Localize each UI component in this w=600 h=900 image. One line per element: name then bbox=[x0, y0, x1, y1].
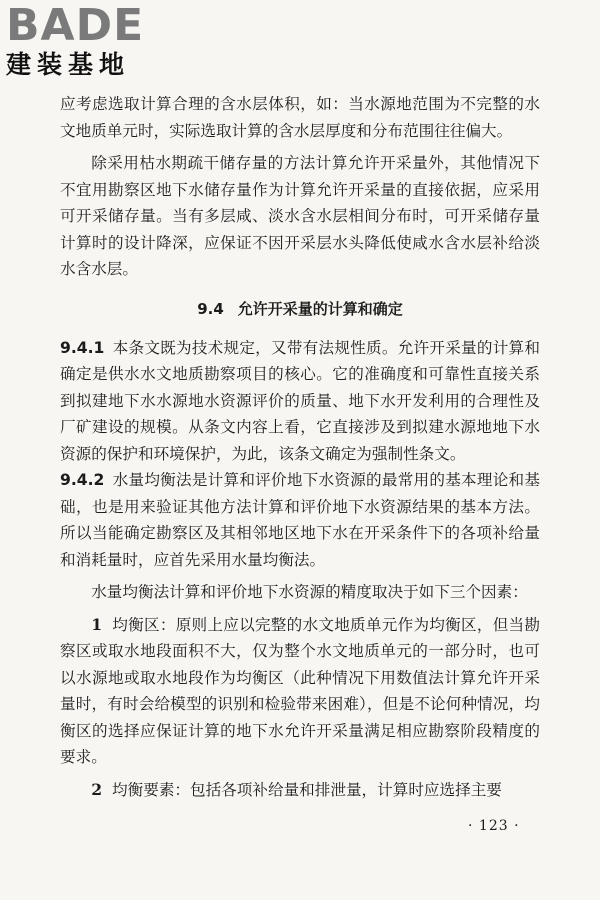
item-number: 1 bbox=[91, 614, 103, 634]
item-number: 2 bbox=[91, 779, 103, 799]
item-text: 均衡要素：包括各项补给量和排泄量，计算时应选择主要 bbox=[112, 780, 502, 799]
item-text: 均衡区：原则上应以完整的水文地质单元作为均衡区，但当勘察区或取水地段面积不大，仅为整个水文地质单元的一部分时，也可以水源地或取水地段作为均衡区（此种情况下用数值法计算允许开采量时，有时会给模型的识别和检验带来困难），但是不论何种情况，均衡区的选择应保证计算的地下水允许开采量满足相应勘察阶段精度的要求。 bbox=[60, 615, 540, 766]
paragraph-continued: 应考虑选取计算合理的含水层体积，如：当水源地范围为不完整的水文地质单元时，实际选取计算的含水层厚度和分布范围往往偏大。 bbox=[60, 95, 540, 140]
clause-number: 9.4.1 bbox=[60, 338, 105, 357]
section-heading bbox=[60, 297, 540, 321]
brand-logo bbox=[6, 0, 176, 84]
page-number-value: 123 bbox=[478, 818, 509, 834]
list-item-1 bbox=[60, 612, 540, 771]
logo-brand-text: BADE bbox=[6, 0, 145, 51]
list-item-2 bbox=[60, 777, 540, 804]
clause-9-4-2 bbox=[60, 467, 540, 573]
section-title: 允许开采量的计算和确定 bbox=[237, 299, 403, 318]
section-number: 9.4 bbox=[197, 299, 224, 318]
page-number: · 123 · bbox=[468, 818, 520, 834]
page-body bbox=[60, 91, 540, 803]
paragraph-storage: 除采用枯水期疏干储存量的方法计算允许开采量外，其他情况下不宜用勘察区地下水储存量作为计算允许开采量的直接依据，应采用可开采储存量。当有多层咸、淡水含水层相间分布时，可开采储存量计算时的设计降深，应保证不因开采层水头降低使咸水含水层补给淡水含水层。 bbox=[60, 154, 540, 278]
clause-text: 水量均衡法是计算和评价地下水资源的最常用的基本理论和基础，也是用来验证其他方法计算和评价地下水资源结果的基本方法。所以当能确定勘察区及其相邻地区地下水在开采条件下的各项补给量和消耗量时，应首先采用水量均衡法。 bbox=[60, 471, 540, 569]
clause-number: 9.4.2 bbox=[60, 471, 105, 489]
logo-subtitle: 建装基地 bbox=[6, 50, 131, 79]
clause-text: 本条文既为技术规定，又带有法规性质。允许开采量的计算和确定是供水水文地质勘察项目的核心。它的准确度和可靠性直接关系到拟建地下水水源地水资源评价的质量、地下水开发利用的合理性及厂矿建设的规模。从条文内容上看，它直接涉及到拟建水源地地下水资源的保护和环境保护，为此，该条文确定为强制性条文。 bbox=[60, 338, 540, 463]
paragraph-factors: 水量均衡法计算和评价地下水资源的精度取决于如下三个因素： bbox=[91, 583, 528, 601]
clause-9-4-1 bbox=[60, 335, 540, 468]
